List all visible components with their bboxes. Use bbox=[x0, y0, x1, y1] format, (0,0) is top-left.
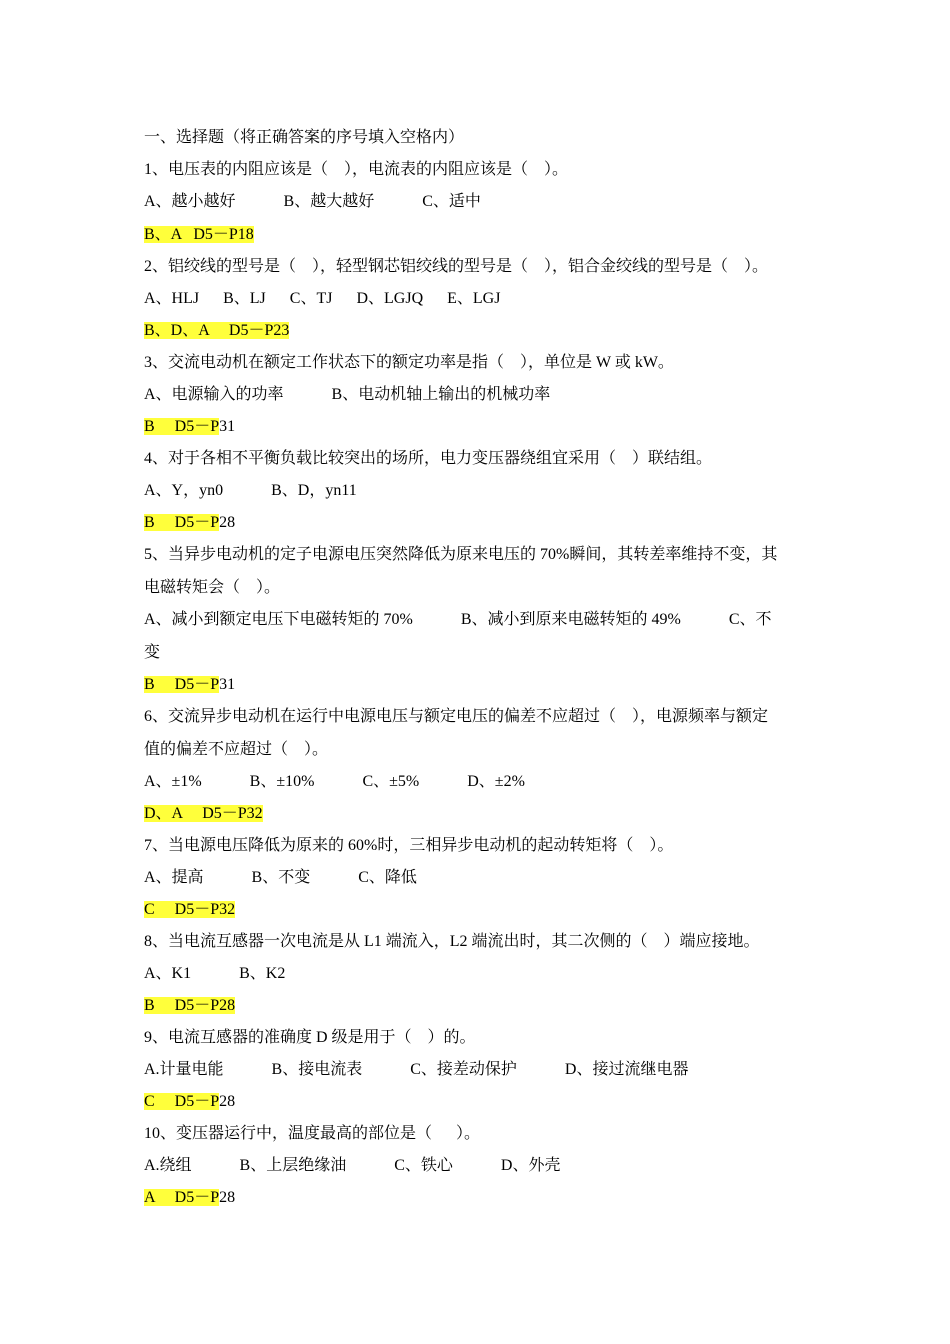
question-5-text-cont: 电磁转矩会（ ）。 bbox=[144, 579, 281, 596]
answer-highlight: C D5－P bbox=[144, 1093, 220, 1110]
question-5-text: 5、当异步电动机的定子电源电压突然降低为原来电压的 70%瞬间，其转差率维持不变，其 bbox=[144, 546, 778, 563]
answer-rest: 28 bbox=[219, 1189, 236, 1206]
question-6-text-cont: 值的偏差不应超过（ ）。 bbox=[144, 741, 329, 758]
question-1-options: A、越小越好 B、越大越好 C、适中 bbox=[144, 193, 481, 210]
answer-highlight: D、A D5－P32 bbox=[144, 805, 263, 822]
answer-highlight: B D5－P bbox=[144, 418, 220, 435]
question-2-text: 2、铝绞线的型号是（ ），轻型钢芯铝绞线的型号是（ ），铝合金绞线的型号是（ ）。 bbox=[144, 258, 769, 275]
question-9-options: A.计量电能 B、接电流表 C、接差动保护 D、接过流继电器 bbox=[144, 1061, 689, 1078]
answer-highlight: B D5－P bbox=[144, 676, 220, 693]
question-10-options: A.绕组 B、上层绝缘油 C、铁心 D、外壳 bbox=[144, 1157, 561, 1174]
question-7-options: A、提高 B、不变 C、降低 bbox=[144, 869, 417, 886]
question-8-answer bbox=[144, 996, 235, 1016]
question-8-options: A、K1 B、K2 bbox=[144, 965, 286, 982]
question-8-text: 8、当电流互感器一次电流是从 L1 端流入，L2 端流出时，其二次侧的（ ）端应接地。 bbox=[144, 933, 760, 950]
question-5-options-cont: 变 bbox=[144, 644, 161, 661]
question-2-answer bbox=[144, 321, 289, 341]
question-4-answer bbox=[144, 513, 235, 533]
answer-highlight: B、A D5－P18 bbox=[144, 226, 254, 243]
question-6-text: 6、交流异步电动机在运行中电源电压与额定电压的偏差不应超过（ ），电源频率与额定 bbox=[144, 708, 769, 725]
question-10-answer bbox=[144, 1188, 235, 1208]
question-7-answer bbox=[144, 900, 235, 920]
question-2-options: A、HLJ B、LJ C、TJ D、LGJQ E、LGJ bbox=[144, 290, 501, 307]
question-3-text: 3、交流电动机在额定工作状态下的额定功率是指（ ），单位是 W 或 kW。 bbox=[144, 354, 674, 371]
question-5-answer bbox=[144, 675, 235, 695]
question-3-options: A、电源输入的功率 B、电动机轴上输出的机械功率 bbox=[144, 386, 551, 403]
question-9-text: 9、电流互感器的准确度 D 级是用于（ ）的。 bbox=[144, 1029, 476, 1046]
question-5-options: A、减小到额定电压下电磁转矩的 70% B、减小到原来电磁转矩的 49% C、不 bbox=[144, 611, 772, 628]
question-9-answer bbox=[144, 1092, 235, 1112]
question-10-text: 10、变压器运行中，温度最高的部位是（ ）。 bbox=[144, 1125, 481, 1142]
answer-highlight: C D5－P32 bbox=[144, 901, 236, 918]
answer-highlight: B D5－P28 bbox=[144, 997, 236, 1014]
question-4-text: 4、对于各相不平衡负载比较突出的场所，电力变压器绕组宜采用（ ）联结组。 bbox=[144, 450, 713, 467]
answer-highlight: B、D、A D5－P23 bbox=[144, 322, 290, 339]
section-title: 一、选择题（将正确答案的序号填入空格内） bbox=[144, 129, 465, 146]
answer-highlight: A D5－P bbox=[144, 1189, 220, 1206]
question-1-answer bbox=[144, 225, 254, 245]
question-1-text: 1、电压表的内阻应该是（ ），电流表的内阻应该是（ ）。 bbox=[144, 161, 569, 178]
question-7-text: 7、当电源电压降低为原来的 60%时，三相异步电动机的起动转矩将（ ）。 bbox=[144, 837, 674, 854]
answer-highlight: B D5－P bbox=[144, 514, 220, 531]
answer-rest: 28 bbox=[219, 514, 236, 531]
question-3-answer bbox=[144, 417, 235, 437]
answer-rest: 31 bbox=[219, 418, 236, 435]
question-4-options: A、Y，yn0 B、D，yn11 bbox=[144, 482, 357, 499]
question-6-answer bbox=[144, 804, 263, 824]
answer-rest: 31 bbox=[219, 676, 236, 693]
question-6-options: A、±1% B、±10% C、±5% D、±2% bbox=[144, 773, 525, 790]
answer-rest: 28 bbox=[219, 1093, 236, 1110]
